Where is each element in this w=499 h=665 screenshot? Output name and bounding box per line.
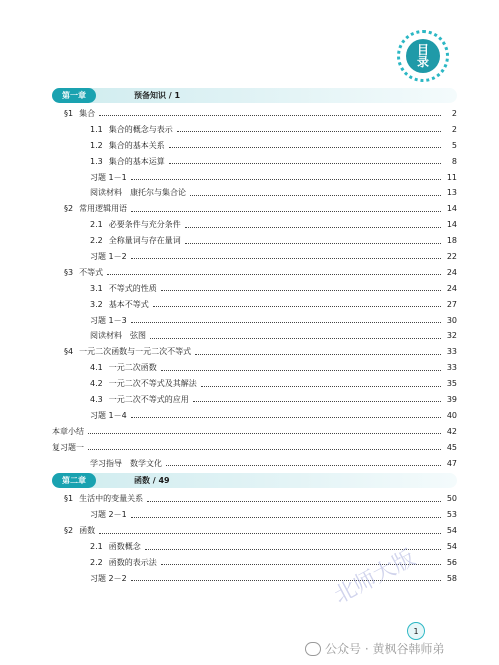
entry-title: 集合: [79, 108, 96, 118]
toc-badge: [397, 30, 449, 82]
dot-leader: [150, 338, 441, 339]
entry-number: 4.1: [90, 363, 103, 373]
dot-leader: [161, 370, 441, 371]
entry-page: 50: [446, 494, 457, 504]
dot-leader: [131, 258, 441, 259]
toc-entry[interactable]: [52, 360, 457, 376]
toc-badge-inner: [406, 39, 440, 73]
account-watermark: [305, 640, 444, 657]
entry-page: 24: [446, 267, 457, 277]
entry-title: 一元二次函数与一元二次不等式: [79, 347, 192, 357]
entry-number: §2: [64, 526, 74, 536]
entry-page: 35: [446, 379, 457, 389]
toc-entry[interactable]: [52, 507, 457, 523]
dot-leader: [147, 501, 441, 502]
toc-entry[interactable]: [52, 201, 457, 217]
entry-page: 30: [446, 315, 457, 325]
entry-title: 函数概念: [108, 542, 141, 552]
table-of-contents: [52, 88, 457, 587]
entry-number: 4.3: [90, 394, 103, 404]
entry-page: 27: [446, 299, 457, 309]
entry-number: 2.1: [90, 542, 103, 552]
entry-title: 习题 1－4: [90, 410, 127, 420]
toc-entry[interactable]: [52, 328, 457, 344]
entry-title: 习题 1－3: [90, 315, 127, 325]
entry-title: 函数的表示法: [108, 557, 157, 567]
entry-number: 3.1: [90, 283, 103, 293]
chapter-title: 预备知识 / 1: [134, 91, 181, 100]
toc-entry[interactable]: [52, 154, 457, 170]
toc-entry[interactable]: [52, 424, 457, 440]
entry-page: 14: [446, 204, 457, 214]
entry-title: 一元二次不等式的应用: [108, 394, 189, 404]
entry-title: 函数: [79, 526, 96, 536]
dot-leader: [99, 533, 441, 534]
entry-number: §1: [64, 108, 74, 118]
toc-entry[interactable]: [52, 185, 457, 201]
dot-leader: [131, 417, 441, 418]
entry-page: 47: [446, 458, 457, 468]
entry-page: 8: [451, 156, 457, 166]
entry-page: 32: [446, 331, 457, 341]
toc-entry[interactable]: [52, 456, 457, 472]
toc-entry[interactable]: [52, 265, 457, 281]
toc-entry[interactable]: [52, 297, 457, 313]
entry-number: §2: [64, 204, 74, 214]
toc-entry[interactable]: [52, 138, 457, 154]
entry-page: 13: [446, 188, 457, 198]
entry-number: 2.2: [90, 236, 103, 246]
chapter-header: [52, 473, 457, 488]
dot-leader: [185, 243, 441, 244]
entry-title: 集合的基本运算: [108, 156, 165, 166]
entry-page: 42: [446, 426, 457, 436]
entry-page: 45: [446, 442, 457, 452]
dot-leader: [131, 179, 441, 180]
chapter-header: [52, 88, 457, 103]
entry-page: 2: [451, 108, 457, 118]
toc-entry[interactable]: [52, 491, 457, 507]
toc-entry[interactable]: [52, 106, 457, 122]
entry-page: 39: [446, 394, 457, 404]
dot-leader: [193, 401, 441, 402]
dot-leader: [88, 449, 441, 450]
entry-title: 本章小结: [52, 426, 84, 436]
dot-leader: [190, 195, 441, 196]
entry-page: 11: [446, 172, 457, 182]
badge-line2: 录: [416, 55, 429, 69]
entry-number: 1.3: [90, 156, 103, 166]
dot-leader: [161, 290, 441, 291]
entry-number: 1.1: [90, 124, 103, 134]
entry-title: 复习题一: [52, 442, 84, 452]
entry-number: 1.2: [90, 140, 103, 150]
toc-entry[interactable]: [52, 249, 457, 265]
badge-line1: 目: [416, 43, 429, 57]
wechat-icon: [305, 642, 321, 656]
entry-title: 阅读材料 康托尔与集合论: [90, 188, 186, 198]
chapter-tag: 第二章: [52, 473, 96, 488]
toc-entry[interactable]: [52, 233, 457, 249]
entry-title: 集合的概念与表示: [108, 124, 173, 134]
entry-title: 生活中的变量关系: [79, 494, 144, 504]
entry-page: 18: [446, 236, 457, 246]
dot-leader: [177, 131, 441, 132]
toc-entry[interactable]: [52, 440, 457, 456]
watermark-text: 公众号 · 黄枫谷韩师弟: [325, 642, 445, 656]
dot-leader: [185, 227, 441, 228]
entry-title: 一元二次不等式及其解法: [108, 379, 197, 389]
entry-page: 14: [446, 220, 457, 230]
dot-leader: [107, 274, 441, 275]
toc-entry[interactable]: [52, 344, 457, 360]
toc-entry[interactable]: [52, 281, 457, 297]
entry-title: 基本不等式: [108, 299, 149, 309]
dot-leader: [169, 163, 441, 164]
entry-page: 22: [446, 251, 457, 261]
entry-number: 3.2: [90, 299, 103, 309]
toc-entry[interactable]: [52, 170, 457, 186]
entry-number: §3: [64, 267, 74, 277]
toc-entry[interactable]: [52, 217, 457, 233]
entry-page: 54: [446, 542, 457, 552]
entry-title: 习题 2－1: [90, 510, 127, 520]
entry-page: 24: [446, 283, 457, 293]
entry-title: 习题 1－1: [90, 172, 127, 182]
entry-title: 一元二次函数: [108, 363, 157, 373]
entry-page: 53: [446, 510, 457, 520]
toc-entry[interactable]: [52, 408, 457, 424]
chapter-tag: 第一章: [52, 88, 96, 103]
entry-title: 学习指导 数学文化: [90, 458, 162, 468]
entry-number: 2.2: [90, 557, 103, 567]
entry-title: 集合的基本关系: [108, 140, 165, 150]
entry-page: 40: [446, 410, 457, 420]
entry-page: 33: [446, 363, 457, 373]
dot-leader: [131, 211, 441, 212]
entry-page: 33: [446, 347, 457, 357]
dot-leader: [131, 517, 441, 518]
dot-leader: [169, 147, 441, 148]
dot-leader: [195, 354, 441, 355]
entry-title: 必要条件与充分条件: [108, 220, 181, 230]
chapter-title: 函数 / 49: [134, 476, 170, 486]
entry-title: 不等式: [79, 267, 104, 277]
dot-leader: [166, 465, 441, 466]
page-number: 1: [407, 622, 425, 640]
entry-title: 全称量词与存在量词: [108, 236, 181, 246]
toc-entry[interactable]: [52, 376, 457, 392]
entry-page: 56: [446, 557, 457, 567]
entry-number: §4: [64, 347, 74, 357]
entry-page: 2: [451, 124, 457, 134]
toc-entry[interactable]: [52, 523, 457, 539]
dot-leader: [88, 433, 441, 434]
dot-leader: [99, 115, 441, 116]
entry-number: 2.1: [90, 220, 103, 230]
entry-number: 4.2: [90, 379, 103, 389]
toc-entry[interactable]: [52, 313, 457, 329]
dot-leader: [131, 322, 441, 323]
stamp-watermark: 北师大版: [330, 545, 420, 609]
entry-title: 习题 2－2: [90, 573, 127, 583]
toc-entry[interactable]: [52, 392, 457, 408]
entry-page: 58: [446, 573, 457, 583]
entry-title: 阅读材料 弦图: [90, 331, 146, 341]
dot-leader: [201, 386, 441, 387]
entry-number: §1: [64, 494, 74, 504]
entry-title: 习题 1－2: [90, 251, 127, 261]
entry-page: 5: [451, 140, 457, 150]
entry-page: 54: [446, 526, 457, 536]
entry-title: 常用逻辑用语: [79, 204, 128, 214]
toc-entry[interactable]: [52, 122, 457, 138]
dot-leader: [153, 306, 441, 307]
entry-title: 不等式的性质: [108, 283, 157, 293]
